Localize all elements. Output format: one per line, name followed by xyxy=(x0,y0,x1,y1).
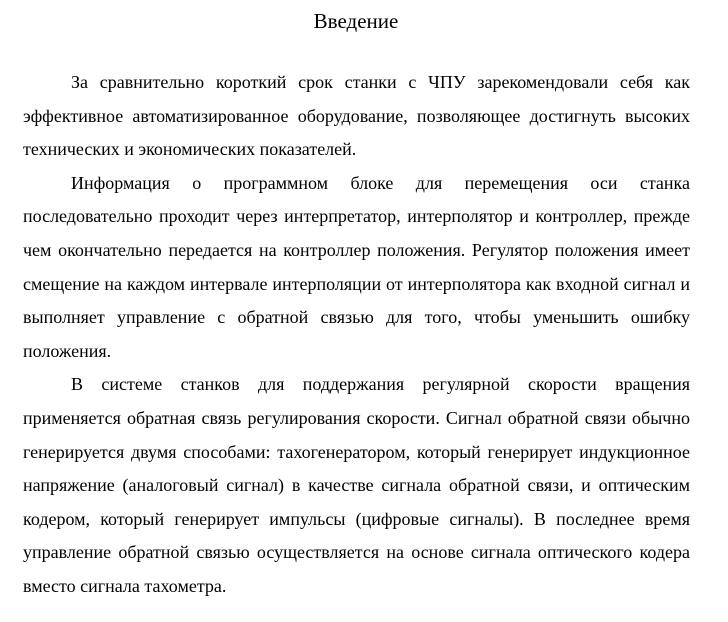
paragraph-position-controller: Информация о программном блоке для перемещения оси станка последовательно проходит через интерпретатор, интерполятор и контроллер, прежде чем окончательно передается на контроллер положения. Регулятор положения имеет смещение на каждом интервале интерполяции от интерполятора как входной сигнал и выполняет управление с обратной связью для того, чтобы уменьшить ошибку положения. xyxy=(23,172,690,361)
paragraph-cnc-machines: За сравнительно короткий срок станки с ЧПУ зарекомендовали себя как эффективное автоматизированное оборудование, позволяющее достигнуть высоких технических и экономических показателей. xyxy=(23,72,690,160)
document-heading: Введение xyxy=(313,9,399,33)
paragraph-speed-feedback: В системе станков для поддержания регулярной скорости вращения применяется обратная связь регулирования скорости. Сигнал обратной связи обычно генерируется двумя способами: тахогенератором, который генерирует индукционное напряжение (аналоговый сигнал) в качестве сигнала обратной связи, и оптическим кодером, который генерирует импульсы (цифровые сигналы). В последнее время управление обратной связью осуществляется на основе сигнала оптического кодера вместо сигнала тахометра. xyxy=(23,374,690,596)
document-body xyxy=(23,66,690,604)
